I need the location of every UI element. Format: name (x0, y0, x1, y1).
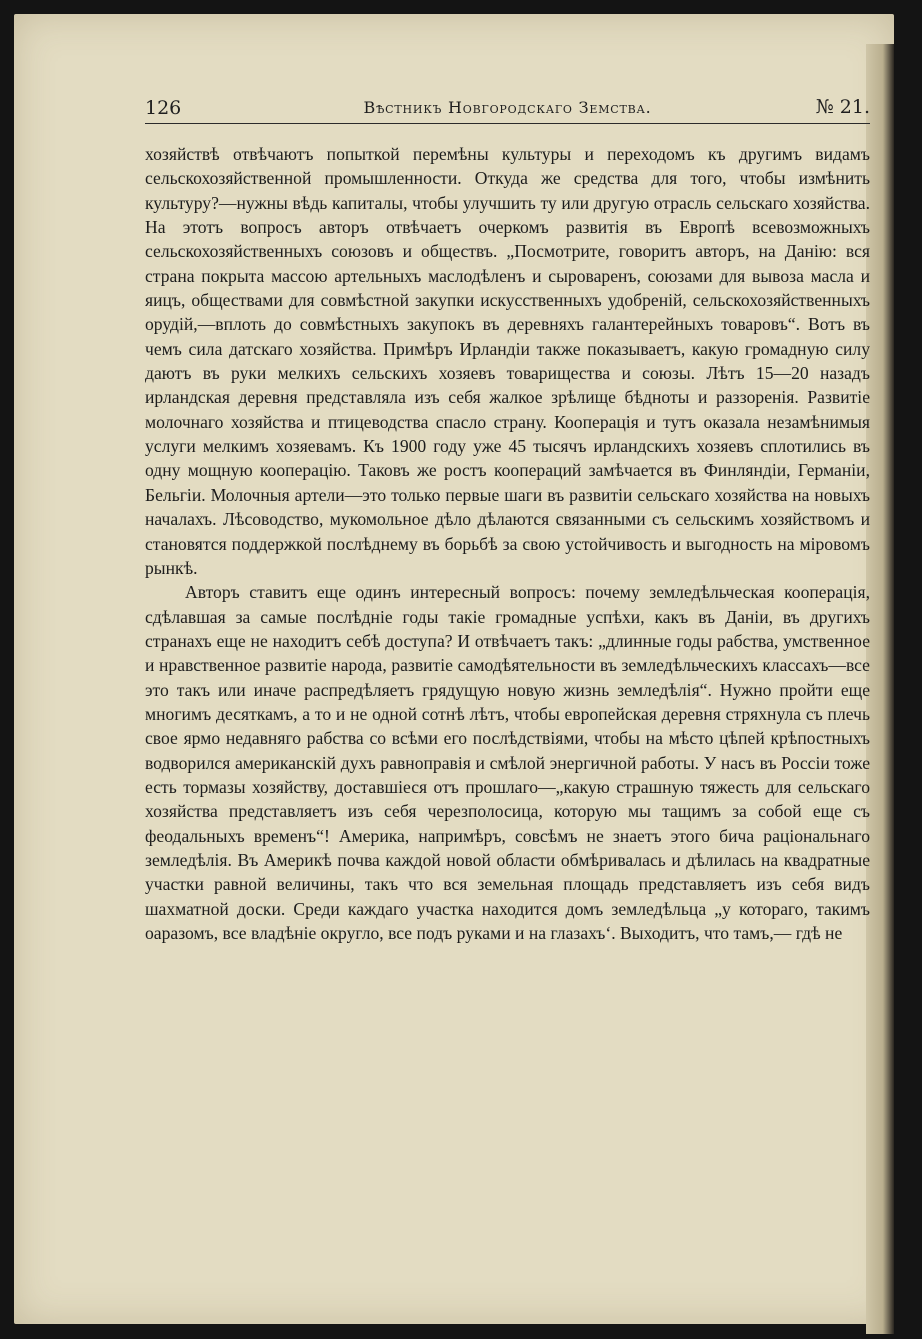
running-header (145, 95, 870, 124)
running-title: Вѣстникъ Новгородскаго Земства. (363, 98, 652, 117)
issue-number: № 21. (815, 96, 870, 118)
page-number: 126 (145, 97, 182, 119)
paragraph: Авторъ ставитъ еще одинъ интересный вопросъ: почему земледѣльческая кооперація, сдѣлавшая за самые послѣдніе годы такіе громадные успѣхи, какъ въ Даніи, въ другихъ странахъ еще не находитъ себѣ доступа? И отвѣчаетъ такъ: „длинные годы рабства, умственное и нравственное развитіе народа, развитіе самодѣятельности въ земледѣльческихъ классахъ—все это такъ или иначе распредѣляетъ грядущую новую жизнь земледѣлія“. Нужно пройти еще многимъ десяткамъ, а то и не одной сотнѣ лѣтъ, чтобы европейская деревня стряхнула съ плечь свое ярмо недавняго рабства со всѣми его послѣдствіями, чтобы на мѣсто цѣпей крѣпостныхъ водворился американскій духъ равноправія и смѣлой энергичной работы. У насъ въ Россіи тоже есть тормазы хозяйству, доставшіеся отъ прошлаго—„какую страшную тяжесть для сельскаго хозяйства представляетъ изъ себя черезполосица, которую мы тащимъ за собой еще съ феодальныхъ временъ“! Америка, напримѣръ, совсѣмъ не знаетъ этого бича раціональнаго земледѣлія. Въ Америкѣ почва каждой новой области обмѣривалась и дѣлилась на квадратные участки равной величины, такъ что вся земельная площадь представляетъ изъ себя видъ шахматной доски. Среди каждаго участка находится домъ земледѣльца „у котораго, такимъ оаразомъ, все владѣніе округло, все подъ руками и на глазахъ‘. Выходитъ, что тамъ,— гдѣ не (145, 582, 870, 943)
page-edge (866, 44, 894, 1334)
article-body (145, 142, 870, 945)
paragraph: хозяйствѣ отвѣчаютъ попыткой перемѣны культуры и переходомъ къ другимъ видамъ сельскохозяйственной промышленности. Откуда же средства для того, чтобы измѣнить культуру?—нужны вѣдь капиталы, чтобы улучшить ту или другую отрасль сельскаго хозяйства. На этотъ вопросъ авторъ отвѣчаетъ очеркомъ развитія въ Европѣ всевозможныхъ сельскохозяйственныхъ союзовъ и обществъ. „Посмотрите, говоритъ авторъ, на Данію: вся страна покрыта массою артельныхъ маслодѣленъ и сыроваренъ, союзами для вывоза масла и яицъ, обществами для совмѣстной закупки искусственныхъ удобреній, сельскохозяйственныхъ орудій,—вплоть до совмѣстныхъ закупокъ въ деревняхъ галантерейныхъ товаровъ“. Вотъ въ чемъ сила датскаго хозяйства. Примѣръ Ирландіи также показываетъ, какую громадную силу даютъ въ руки мелкихъ сельскихъ хозяевъ товарищества и союзы. Лѣтъ 15—20 назадъ ирландская деревня представляла изъ себя жалкое зрѣлище бѣдноты и раззоренія. Развитіе молочнаго хозяйства и птицеводства спасло страну. Кооперація и тутъ оказала незамѣнимыя услуги мелкимъ хозяевамъ. Къ 1900 году уже 45 тысячъ ирландскихъ хозяевъ сплотились въ одну мощную кооперацію. Таковъ же ростъ коопераций замѣчается въ Финляндіи, Германіи, Бельгіи. Молочныя артели—это только первые шаги въ развитіи сельскаго хозяйства на новыхъ началахъ. Лѣсоводство, мукомольное дѣло дѣлаются связанными съ сельскимъ хозяйствомъ и становятся поддержкой послѣднему въ борьбѣ за свою устойчивость и выгодность на міровомъ рынкѣ. (145, 144, 870, 578)
